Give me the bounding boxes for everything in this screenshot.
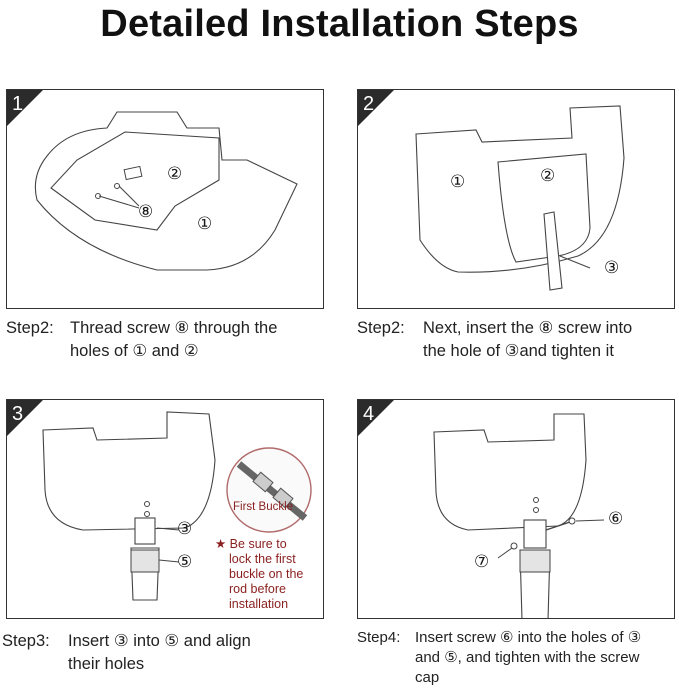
caption-line: Insert ③ into ⑤ and align <box>68 632 251 650</box>
note-line: installation <box>229 597 289 611</box>
plate-insert-illustration <box>358 90 675 309</box>
part-label-3: ③ <box>177 519 193 538</box>
caption-line: holes of ① and ② <box>70 342 199 360</box>
step-caption-1 <box>6 317 324 365</box>
part-label-2: ② <box>167 164 183 183</box>
step-number: 1 <box>12 93 24 115</box>
step-caption-2 <box>357 317 675 365</box>
step-panel-2 <box>357 89 675 309</box>
install-warning-note <box>215 537 303 612</box>
step-panel-4 <box>357 399 675 619</box>
caption-line: their holes <box>68 655 145 673</box>
caption-label: Step3: <box>2 632 50 650</box>
caption-label: Step2: <box>6 319 54 337</box>
part-label-2: ② <box>540 166 556 185</box>
part-label-6: ⑥ <box>608 509 624 528</box>
caption-line: cap <box>415 669 440 686</box>
part-label-5: ⑤ <box>177 552 193 571</box>
caption-label: Step4: <box>357 629 401 646</box>
step-caption-4 <box>357 628 675 686</box>
screw-fastening-illustration <box>358 400 675 619</box>
caption-line: Insert screw ⑥ into the holes of ③ <box>415 629 642 646</box>
plate-assembly-illustration <box>7 90 324 309</box>
note-line: ★ Be sure to <box>215 537 287 551</box>
caption-line: Next, insert the ⑧ screw into <box>423 319 633 337</box>
step-panel-1 <box>6 89 324 309</box>
part-label-7: ⑦ <box>474 552 490 571</box>
part-label-1: ① <box>197 214 213 233</box>
step-number: 2 <box>363 93 375 115</box>
step-number: 3 <box>12 403 24 425</box>
note-line: buckle on the <box>229 567 304 581</box>
caption-line: the hole of ③and tighten it <box>423 342 614 360</box>
caption-line: and ⑤, and tighten with the screw <box>415 649 640 666</box>
note-line: rod before <box>229 582 286 596</box>
step-panel-3 <box>6 399 324 619</box>
step-caption-3 <box>2 630 324 678</box>
step-number: 4 <box>363 403 375 425</box>
part-label-8: ⑧ <box>138 202 154 221</box>
first-buckle-label: First Buckle <box>233 501 294 513</box>
page-title: Detailed Installation Steps <box>100 3 579 45</box>
caption-line: Thread screw ⑧ through the <box>70 319 278 337</box>
note-line: lock the first <box>229 552 296 566</box>
part-label-1: ① <box>450 172 466 191</box>
caption-label: Step2: <box>357 319 405 337</box>
part-label-3: ③ <box>604 258 620 277</box>
